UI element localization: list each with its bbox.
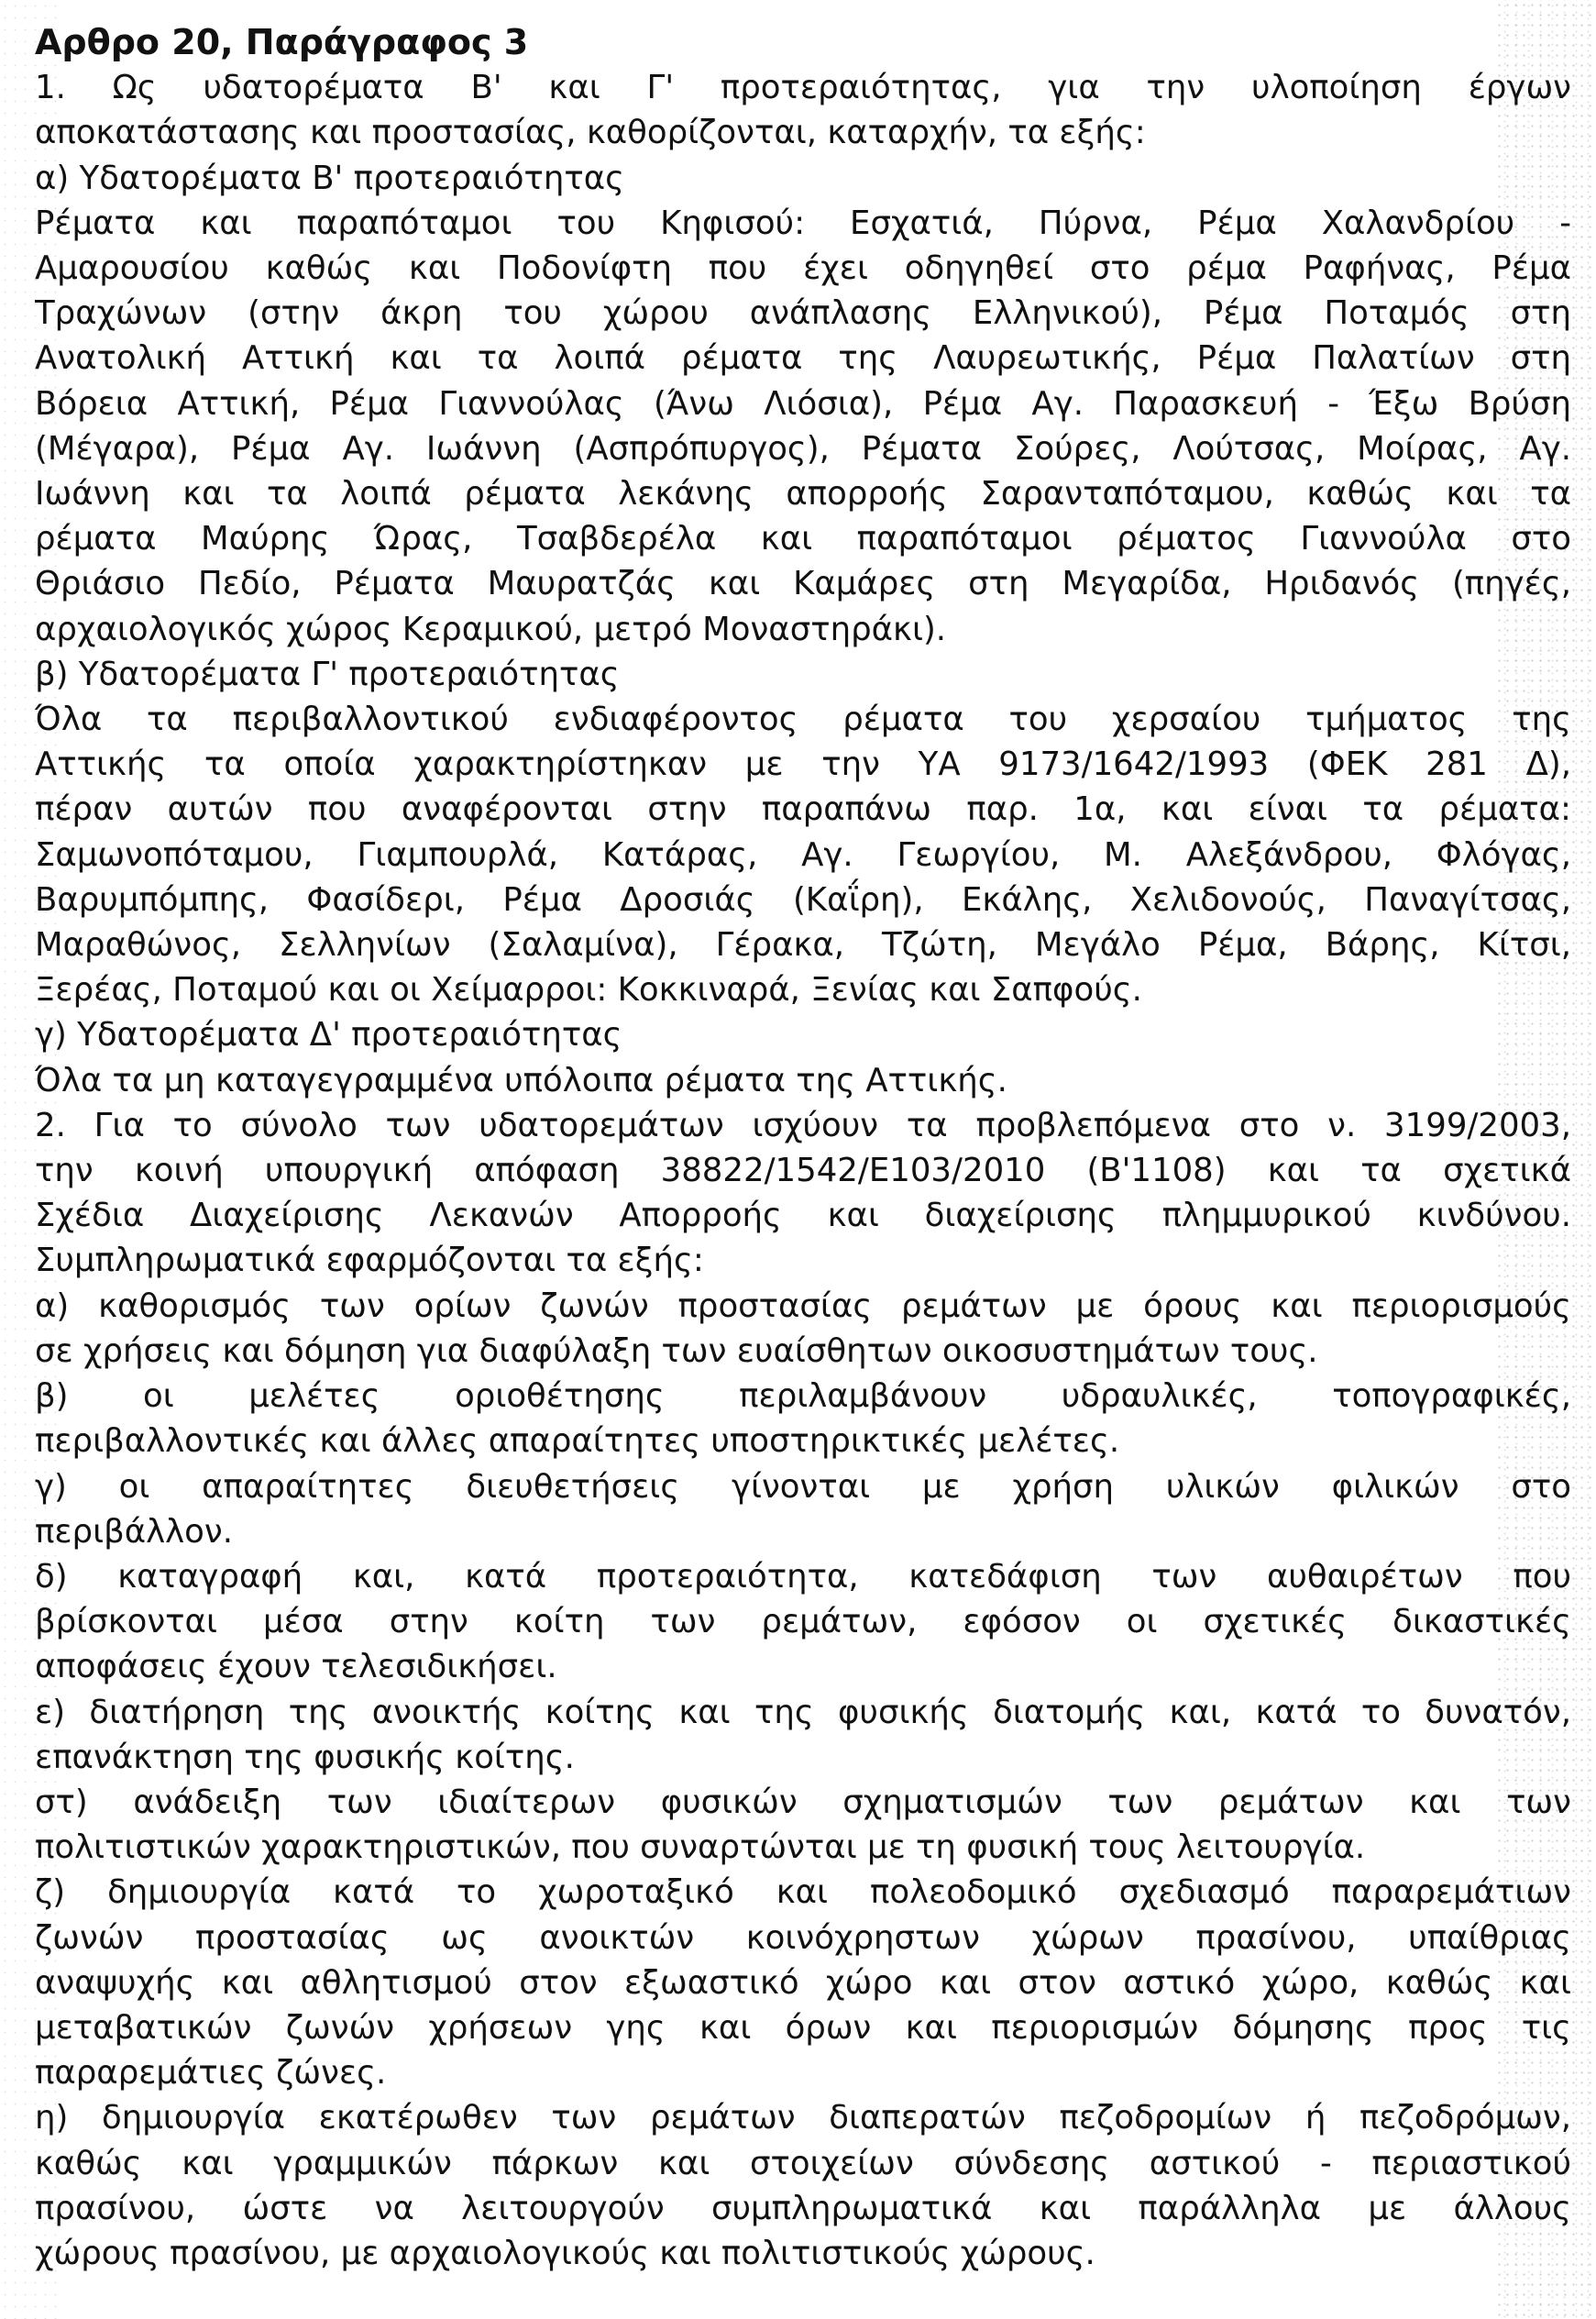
text-line: δ) καταγραφή και, κατά προτεραιότητα, κατεδάφιση των αυθαιρέτων που bbox=[35, 1557, 1571, 1596]
text-line: πολιτιστικών χαρακτηριστικών, που συναρτώνται με τη φυσική τους λειτουργία. bbox=[35, 1828, 1366, 1867]
text-line: πέραν αυτών που αναφέρονται στην παραπάνω παρ. 1α, και είναι τα ρέματα: bbox=[35, 790, 1571, 829]
text-line: στ) ανάδειξη των ιδιαίτερων φυσικών σχηματισμών των ρεμάτων και των bbox=[35, 1783, 1571, 1821]
text-line: Ρέματα και παραπόταμοι του Κηφισού: Εσχατιά, Πύρνα, Ρέμα Χαλανδρίου - bbox=[35, 204, 1571, 242]
text-line: περιβαλλοντικές και άλλες απαραίτητες υποστηρικτικές μελέτες. bbox=[35, 1422, 1120, 1461]
text-line: Αμαρουσίου καθώς και Ποδονίφτη που έχει οδηγηθεί στο ρέμα Ραφήνας, Ρέμα bbox=[35, 249, 1571, 288]
text-line: Όλα τα περιβαλλοντικού ενδιαφέροντος ρέματα του χερσαίου τμήματος της bbox=[35, 701, 1571, 739]
text-line: α) Υδατορέματα Β' προτεραιότητας bbox=[35, 159, 624, 197]
text-line: καθώς και γραμμικών πάρκων και στοιχείων σύνδεσης αστικού - περιαστικού bbox=[35, 2144, 1571, 2182]
text-line: Αττικής τα οποία χαρακτηρίστηκαν με την ΥΑ 9173/1642/1993 (ΦΕΚ 281 Δ), bbox=[35, 745, 1571, 784]
text-line: ρέματα Μαύρης Ώρας, Τσαβδερέλα και παραπόταμοι ρέματος Γιαννούλα στο bbox=[35, 520, 1571, 558]
text-line: Συμπληρωματικά εφαρμόζονται τα εξής: bbox=[35, 1242, 704, 1280]
text-line: β) οι μελέτες οριοθέτησης περιλαμβάνουν υδραυλικές, τοπογραφικές, bbox=[35, 1377, 1571, 1416]
text-line: Θριάσιο Πεδίο, Ρέματα Μαυρατζάς και Καμάρες στη Μεγαρίδα, Ηριδανός (πηγές, bbox=[35, 565, 1571, 603]
document-body bbox=[35, 20, 1571, 2276]
text-line: πρασίνου, ώστε να λειτουργούν συμπληρωματικά και παράλληλα με άλλους bbox=[35, 2189, 1571, 2227]
text-line: σε χρήσεις και δόμηση για διαφύλαξη των ευαίσθητων οικοσυστημάτων τους. bbox=[35, 1331, 1318, 1370]
text-line: Σχέδια Διαχείρισης Λεκανών Απορροής και διαχείρισης πλημμυρικού κινδύνου. bbox=[35, 1197, 1571, 1235]
text-line: περιβάλλον. bbox=[35, 1512, 234, 1551]
text-line: αποκατάστασης και προστασίας, καθορίζονται, καταρχήν, τα εξής: bbox=[35, 114, 1146, 152]
text-line: γ) οι απαραίτητες διευθετήσεις γίνονται με χρήση υλικών φιλικών στο bbox=[35, 1467, 1571, 1506]
text-line: αρχαιολογικός χώρος Κεραμικού, μετρό Μοναστηράκι). bbox=[35, 610, 947, 648]
text-line: την κοινή υπουργική απόφαση 38822/1542/Ε103/2010 (Β'1108) και τα σχετικά bbox=[35, 1152, 1571, 1190]
text-line: επανάκτηση της φυσικής κοίτης. bbox=[35, 1738, 575, 1776]
text-line: ζ) δημιουργία κατά το χωροταξικό και πολεοδομικό σχεδιασμό παραρεμάτιων bbox=[35, 1873, 1571, 1912]
text-line: ε) διατήρηση της ανοικτής κοίτης και της φυσικής διατομής και, κατά το δυνατόν, bbox=[35, 1693, 1571, 1731]
text-line: Ιωάννη και τα λοιπά ρέματα λεκάνης απορροής Σαρανταπόταμου, καθώς και τα bbox=[35, 475, 1571, 513]
text-line: Ξερέας, Ποταμού και οι Χείμαρροι: Κοκκιναρά, Ξενίας και Σαπφούς. bbox=[35, 971, 1142, 1010]
text-line: χώρους πρασίνου, με αρχαιολογικούς και πολιτιστικούς χώρους. bbox=[35, 2234, 1095, 2272]
text-line: βρίσκονται μέσα στην κοίτη των ρεμάτων, εφόσον οι σχετικές δικαστικές bbox=[35, 1603, 1571, 1641]
text-line: ζωνών προστασίας ως ανοικτών κοινόχρηστων χώρων πρασίνου, υπαίθριας bbox=[35, 1918, 1571, 1957]
article-heading: Αρθρο 20, Παράγραφος 3 bbox=[35, 22, 529, 62]
text-line: β) Υδατορέματα Γ' προτεραιότητας bbox=[35, 655, 620, 693]
text-line: Όλα τα μη καταγεγραμμένα υπόλοιπα ρέματα της Αττικής. bbox=[35, 1061, 1007, 1099]
text-line: 2. Για το σύνολο των υδατορεμάτων ισχύουν τα προβλεπόμενα στο ν. 3199/2003, bbox=[35, 1106, 1571, 1144]
text-line: Βαρυμπόμπης, Φασίδερι, Ρέμα Δροσιάς (Καΐρη), Εκάλης, Χελιδονούς, Παναγίτσας, bbox=[35, 880, 1571, 919]
text-line: Ανατολική Αττική και τα λοιπά ρέματα της Λαυρεωτικής, Ρέμα Παλατίων στη bbox=[35, 339, 1571, 378]
text-line: Τραχώνων (στην άκρη του χώρου ανάπλασης Ελληνικού), Ρέμα Ποταμός στη bbox=[35, 294, 1571, 333]
text-line: παραρεμάτιες ζώνες. bbox=[35, 2054, 387, 2093]
text-line: Σαμωνοπόταμου, Γιαμπουρλά, Κατάρας, Αγ. Γεωργίου, Μ. Αλεξάνδρου, Φλόγας, bbox=[35, 835, 1571, 874]
text-line: (Μέγαρα), Ρέμα Αγ. Ιωάννη (Ασπρόπυργος), Ρέματα Σούρες, Λούτσας, Μοίρας, Αγ. bbox=[35, 429, 1571, 468]
text-line: αποφάσεις έχουν τελεσιδικήσει. bbox=[35, 1648, 557, 1686]
text-line: Μαραθώνος, Σελληνίων (Σαλαμίνα), Γέρακα, Τζώτη, Μεγάλο Ρέμα, Βάρης, Κίτσι, bbox=[35, 926, 1571, 965]
text-line: μεταβατικών ζωνών χρήσεων γης και όρων και περιορισμών δόμησης προς τις bbox=[35, 2008, 1571, 2047]
text-line: γ) Υδατορέματα Δ' προτεραιότητας bbox=[35, 1016, 622, 1055]
text-line: 1. Ως υδατορέματα Β' και Γ' προτεραιότητας, για την υλοποίηση έργων bbox=[35, 69, 1571, 107]
text-line: αναψυχής και αθλητισμού στον εξωαστικό χώρο και στον αστικό χώρο, καθώς και bbox=[35, 1963, 1571, 2002]
text-line: η) δημιουργία εκατέρωθεν των ρεμάτων διαπερατών πεζοδρομίων ή πεζοδρόμων, bbox=[35, 2099, 1571, 2137]
text-line: Βόρεια Αττική, Ρέμα Γιαννούλας (Άνω Λιόσια), Ρέμα Αγ. Παρασκευή - Έξω Βρύση bbox=[35, 384, 1571, 423]
text-line: α) καθορισμός των ορίων ζωνών προστασίας ρεμάτων με όρους και περιορισμούς bbox=[35, 1286, 1571, 1325]
